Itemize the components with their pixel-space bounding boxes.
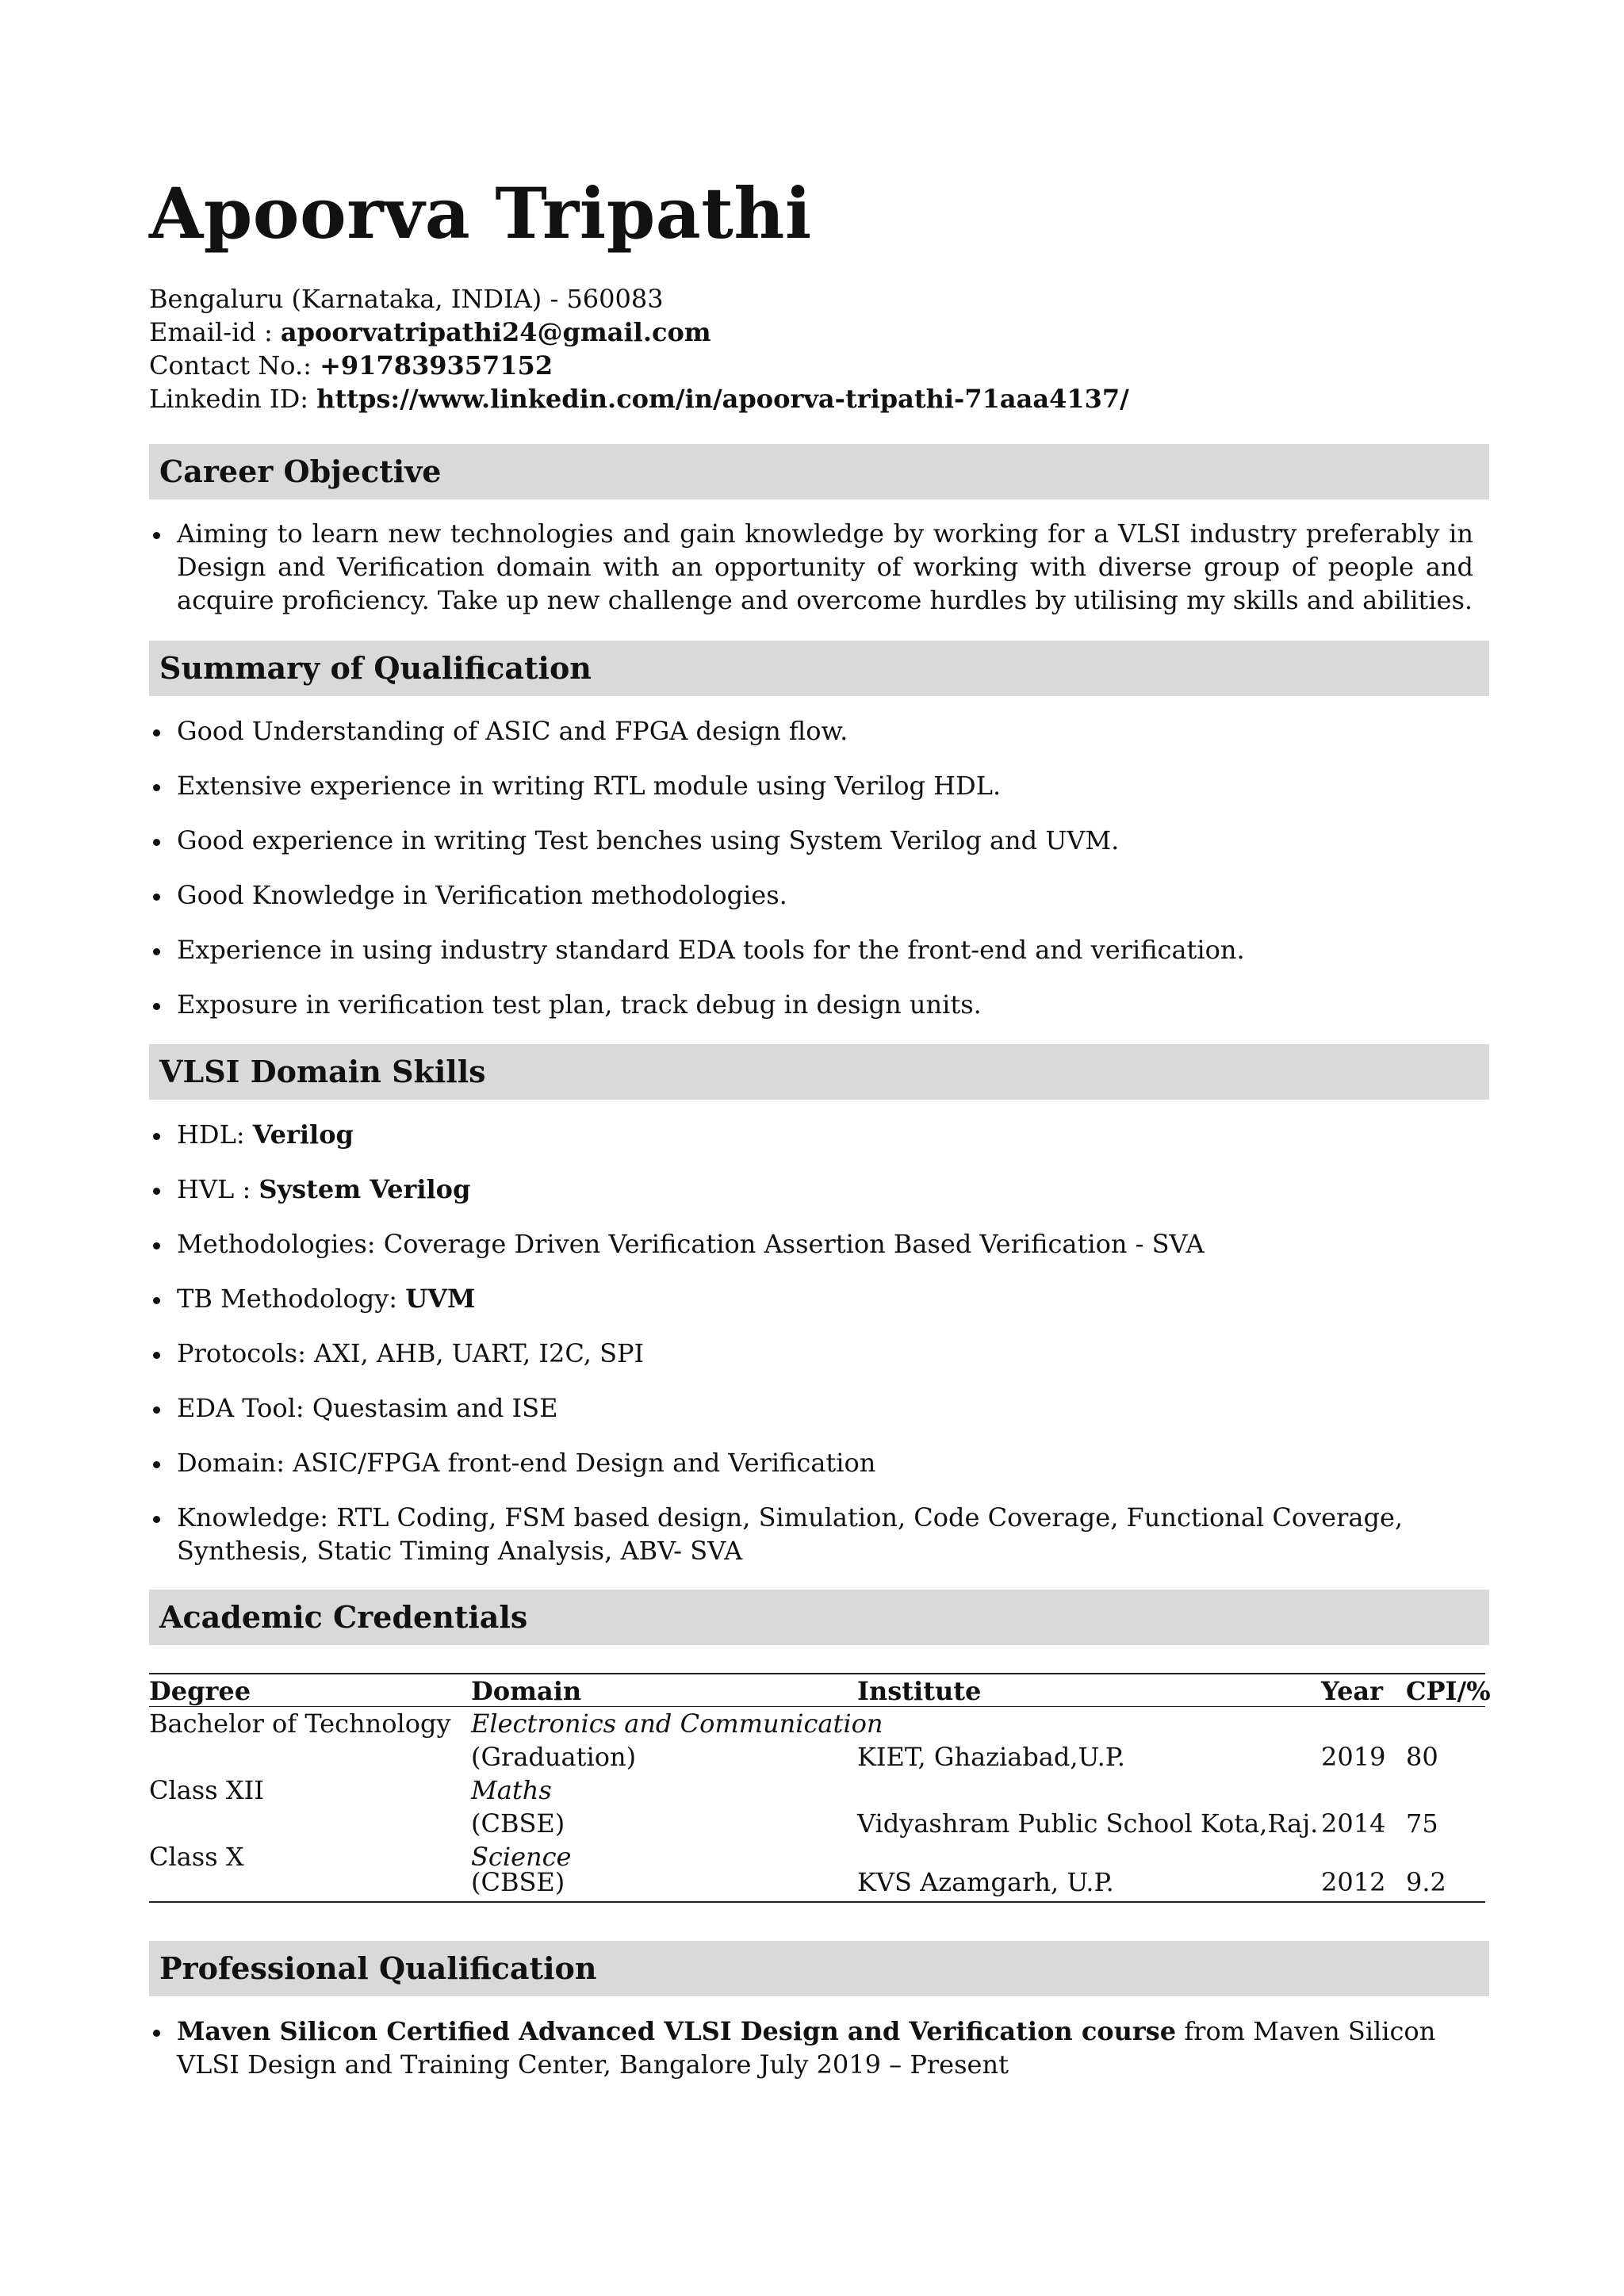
list-item: Good Knowledge in Verification methodologies.: [149, 878, 1473, 912]
table-cell-year: 2019: [1321, 1742, 1386, 1772]
table-header-year: Year: [1321, 1676, 1384, 1706]
address: Bengaluru (Karnataka, INDIA) - 560083: [149, 284, 664, 314]
phone-label: Contact No.:: [149, 350, 320, 381]
list-item: [149, 1337, 1473, 1370]
skill-label: Domain: ASIC/FPGA front-end Design and Verification: [177, 1448, 876, 1478]
table-cell-domain-sub: (Graduation): [471, 1742, 637, 1772]
email-line: [149, 316, 1129, 349]
section-header-summary: Summary of Qualification: [149, 641, 1489, 696]
table-cell-domain: Science: [471, 1842, 572, 1872]
table-cell-cpi: 75: [1406, 1808, 1438, 1839]
table-header-domain: Domain: [471, 1676, 582, 1706]
skill-label: HVL :: [177, 1174, 259, 1204]
table-cell-domain-sub: (CBSE): [471, 1808, 565, 1839]
table-cell-degree: Bachelor of Technology: [149, 1709, 451, 1739]
email-label: Email-id :: [149, 317, 281, 347]
list-item: Good experience in writing Test benches using System Verilog and UVM.: [149, 824, 1473, 857]
skill-label: Knowledge: RTL Coding, FSM based design, Simulation, Code Coverage, Functional Coverage, Synthesis, Static Timing Analysis, ABV- SVA: [177, 1502, 1404, 1566]
table-cell-cpi: 80: [1406, 1742, 1438, 1772]
table-cell-year: 2012: [1321, 1867, 1386, 1897]
list-item: [149, 2015, 1473, 2081]
phone-line: [149, 349, 1129, 382]
table-cell-institute: Vidyashram Public School Kota,Raj.: [857, 1808, 1319, 1839]
section-header-academics: Academic Credentials: [149, 1590, 1489, 1645]
table-cell-year: 2014: [1321, 1808, 1386, 1839]
linkedin-label: Linkedin ID:: [149, 384, 317, 414]
course-name: Maven Silicon Certified Advanced VLSI Design and Verification course: [177, 2016, 1177, 2046]
list-item: Aiming to learn new technologies and gain knowledge by working for a VLSI industry preferably in Design and Verification domain with an opportunity of working with diverse group of people and acquire proficiency. Take up new challenge and overcome hurdles by utilising my skills and abilities.: [149, 517, 1473, 617]
skill-value: UVM: [405, 1284, 476, 1314]
list-item: [149, 1227, 1473, 1261]
list-item: Exposure in verification test plan, track debug in design units.: [149, 988, 1473, 1021]
summary-list: [149, 714, 1473, 1043]
list-item: [149, 1446, 1473, 1479]
table-header-institute: Institute: [857, 1676, 982, 1706]
linkedin-line: [149, 382, 1129, 415]
skill-label: Methodologies: Coverage Driven Verification Assertion Based Verification - SVA: [177, 1229, 1205, 1259]
email-value: apoorvatripathi24@gmail.com: [280, 317, 711, 347]
table-cell-domain-sub: (CBSE): [471, 1867, 565, 1897]
skill-label: TB Methodology:: [177, 1284, 406, 1314]
list-item: [149, 1501, 1473, 1567]
professional-list: [149, 2015, 1473, 2081]
section-header-vlsi-skills: VLSI Domain Skills: [149, 1044, 1489, 1100]
table-cell-degree: Class X: [149, 1842, 244, 1872]
skill-value: System Verilog: [259, 1174, 471, 1204]
table-cell-institute: KIET, Ghaziabad,U.P.: [857, 1742, 1125, 1772]
list-item: [149, 1282, 1473, 1315]
skill-label: HDL:: [177, 1119, 253, 1150]
table-cell-domain: Electronics and Communication: [471, 1709, 883, 1739]
list-item: Experience in using industry standard EDA tools for the front-end and verification.: [149, 933, 1473, 966]
list-item: [149, 1173, 1473, 1206]
skill-label: Protocols: AXI, AHB, UART, I2C, SPI: [177, 1338, 645, 1368]
table-rule-bottom: [149, 1901, 1485, 1903]
list-item: [149, 1118, 1473, 1151]
list-item: [149, 1391, 1473, 1425]
candidate-name: Apoorva Tripathi: [149, 172, 812, 254]
skill-label: EDA Tool: Questasim and ISE: [177, 1393, 558, 1423]
table-cell-degree: Class XII: [149, 1775, 264, 1805]
table-cell-institute: KVS Azamgarh, U.P.: [857, 1867, 1114, 1897]
vlsi-skills-list: [149, 1118, 1473, 1589]
section-header-professional: Professional Qualification: [149, 1941, 1489, 1996]
table-cell-cpi: 9.2: [1406, 1867, 1446, 1897]
list-item: Extensive experience in writing RTL module using Verilog HDL.: [149, 769, 1473, 802]
academics-table: [149, 1673, 1491, 1903]
linkedin-value: https://www.linkedin.com/in/apoorva-tripathi-71aaa4137/: [316, 384, 1129, 414]
table-cell-domain: Maths: [471, 1775, 552, 1805]
course-details: from Maven Silicon VLSI Design and Training Center, Bangalore July 2019 – Present: [177, 2016, 1436, 2080]
career-objective-list: [149, 517, 1473, 617]
list-item: Good Understanding of ASIC and FPGA design flow.: [149, 714, 1473, 748]
table-header-cpi: CPI/%: [1406, 1676, 1491, 1706]
phone-value: +917839357152: [320, 350, 553, 381]
table-header-degree: Degree: [149, 1676, 251, 1706]
contact-block: [149, 282, 1129, 415]
skill-value: Verilog: [252, 1119, 354, 1150]
section-header-career-objective: Career Objective: [149, 444, 1489, 499]
table-rule-top: [149, 1673, 1485, 1674]
